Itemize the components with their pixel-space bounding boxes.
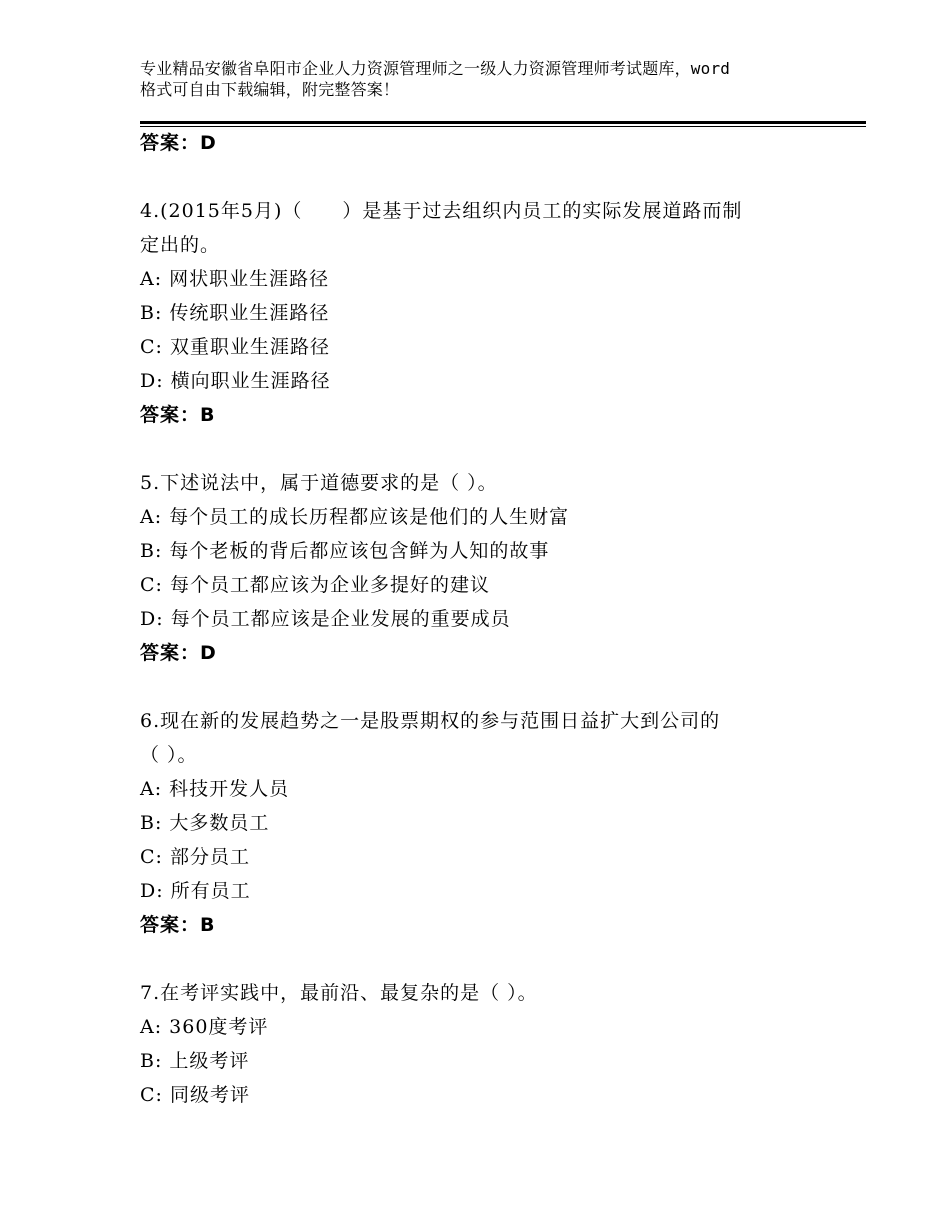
question-stem: 4.(2015年5月)（ ）是基于过去组织内员工的实际发展道路而制	[140, 200, 743, 222]
option-c: C: 每个员工都应该为企业多提好的建议	[140, 574, 490, 596]
question-stem: 5.下述说法中，属于道德要求的是（ ）。	[140, 472, 498, 494]
question-stem-cont: （ ）。	[140, 744, 198, 766]
option-b: B: 每个老板的背后都应该包含鲜为人知的故事	[140, 540, 550, 562]
option-a: A: 360度考评	[140, 1016, 269, 1038]
spacer	[140, 670, 820, 704]
question-list	[140, 126, 820, 1112]
spacer	[140, 160, 820, 194]
question-stem-cont: 定出的。	[140, 234, 221, 256]
document-header	[140, 58, 840, 100]
answer-previous: 答案：D	[140, 132, 217, 154]
option-d: D: 横向职业生涯路径	[140, 370, 331, 392]
header-rule-thick	[140, 121, 866, 124]
option-b: B: 传统职业生涯路径	[140, 302, 330, 324]
option-a: A: 科技开发人员	[140, 778, 290, 800]
answer: 答案：D	[140, 642, 217, 664]
option-c: C: 部分员工	[140, 846, 250, 868]
option-d: D: 所有员工	[140, 880, 251, 902]
spacer	[140, 432, 820, 466]
option-d: D: 每个员工都应该是企业发展的重要成员	[140, 608, 511, 630]
option-c: C: 双重职业生涯路径	[140, 336, 330, 358]
answer: 答案：B	[140, 404, 216, 426]
option-a: A: 每个员工的成长历程都应该是他们的人生财富	[140, 506, 570, 528]
option-c: C: 同级考评	[140, 1084, 250, 1106]
option-a: A: 网状职业生涯路径	[140, 268, 330, 290]
answer: 答案：B	[140, 914, 216, 936]
question-stem: 6.现在新的发展趋势之一是股票期权的参与范围日益扩大到公司的	[140, 710, 721, 732]
option-b: B: 大多数员工	[140, 812, 270, 834]
question-stem: 7.在考评实践中，最前沿、最复杂的是（ ）。	[140, 982, 538, 1004]
header-line-2: 格式可自由下载编辑，附完整答案！	[140, 80, 400, 99]
question-5	[140, 466, 820, 670]
header-line-1: 专业精品安徽省阜阳市企业人力资源管理师之一级人力资源管理师考试题库，word	[140, 59, 731, 78]
spacer	[140, 942, 820, 976]
question-6	[140, 704, 820, 942]
question-4	[140, 194, 820, 432]
question-7	[140, 976, 820, 1112]
option-b: B: 上级考评	[140, 1050, 250, 1072]
